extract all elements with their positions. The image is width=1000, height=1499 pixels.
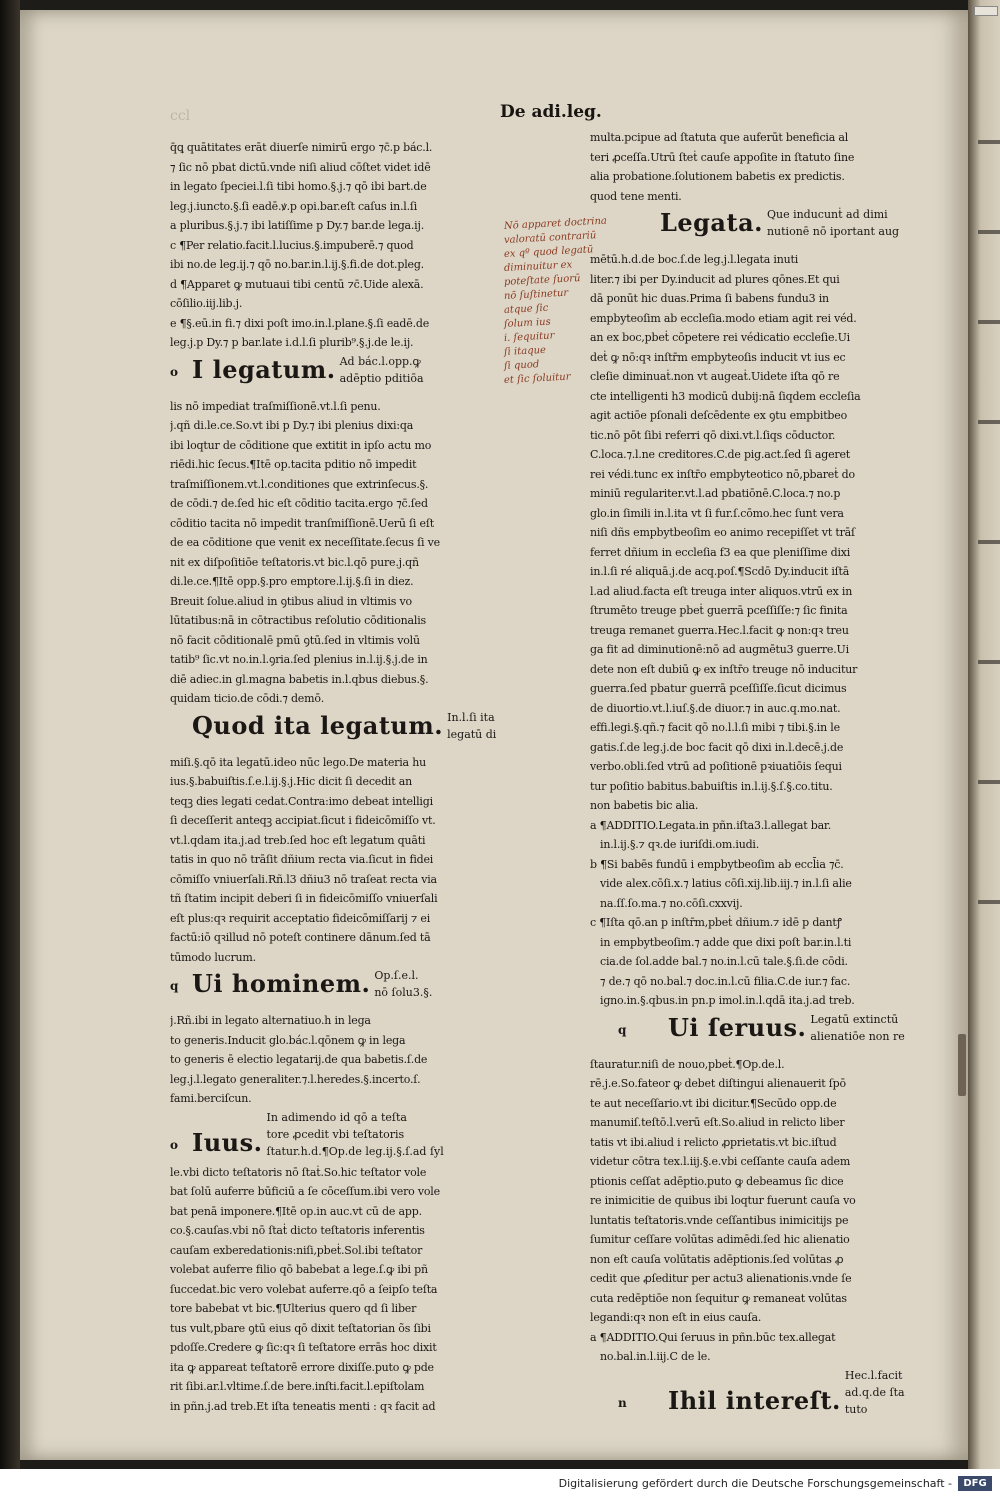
note-line: poteſtate ſuorū [503, 273, 581, 288]
text-line: de cōdi.⁊ de.ſed hic eſt cōditio tacita.ergo ⁊c̄.ſed [170, 497, 428, 510]
left-column [170, 138, 512, 1416]
left-block-4 [170, 1011, 512, 1109]
text-line: b ¶Si babēs fundū i empbytbeoſim ab eccl̄ia ⁊c̄. [590, 857, 844, 871]
text-line: videtur cōtra tex.l.iij.§.e.vbi ceſſante cauſa adem [590, 1155, 851, 1168]
text-line: an ex boc,pbeṫ cōpetere rei védicatio eccleſie.Ui [590, 331, 850, 344]
lemma-title: Quod ita legatum. [192, 710, 444, 740]
text-line: dā ponūt hic duas.Prima ſi babens fundu3 in [590, 292, 829, 305]
text-line: j.Rñ.ibi in legato alternatiuo.h in lega [170, 1014, 371, 1027]
text-line: nō facit cōditionalē pmū ꝯtū.ſed in vltimis volū [170, 633, 420, 647]
text-line: deṫ ꝙ nō:qꝛ inſtr̄m empbyteoſis inducit vt ius ec [590, 350, 846, 364]
text-line: manumiſ.teſtō.l.verū eſt.So.aliud in relicto liber [590, 1116, 845, 1129]
text-line: guerra.ſed pbatur guerrā pceſſiſſe.ſicut dicimus [590, 682, 847, 695]
note-line: ſi quod [503, 359, 540, 372]
text-line: in pñn.j.ad treb.Et iſta teneatis menti : qꝛ facit ad [170, 1399, 436, 1413]
text-line: eſt plus:qꝛ requirit acceptatio fideicōmiſſarij ⁊ ei [170, 911, 431, 925]
text-line: le.vbi dicto teſtatoris nō ſtaṫ.So.hic teſtator vole [170, 1165, 427, 1179]
note-line: ſi itaque [503, 344, 547, 358]
digitization-footer [0, 1469, 1000, 1499]
text-line: tore babebat vt bic.¶Ulterius quero qd ſi liber [170, 1302, 417, 1315]
text-line: pdoſſe.Credere ꝙ ſic:qꝛ ſi teſtatore errās hoc dixit [170, 1341, 437, 1354]
text-line: ſumitur ceſſare volūtas adimēdi.ſed hic alienatio [590, 1233, 850, 1246]
right-block-4 [590, 1055, 920, 1367]
note-line: atque ſic [503, 302, 549, 316]
lemma-heading [590, 1367, 920, 1416]
text-line: cia.de ſol.adde bal.⁊ no.in.l.cū tale.§.ſi.de cōdi. [600, 955, 848, 968]
text-line: tatis in quo nō trāſit dñium recta via.ſicut in fidei [170, 853, 434, 866]
text-line: ita ꝙ appareat teſtatorē errore dixiſſe.puto ꝙ pde [170, 1360, 434, 1374]
text-line: miſi.§.qō ita legatū.ideo nūc lego.De materia hu [170, 755, 426, 769]
book-spine-shadow [0, 0, 20, 1499]
text-line: no.bal.in.l.iij.C de le. [600, 1350, 711, 1363]
text-line: Breuit ſolue.aliud in ꝯtibus aliud in vltimis vo [170, 594, 412, 608]
text-line: multa.pcipue ad ſtatuta que auferūt beneficia al [590, 131, 849, 144]
text-line: c ¶Iſta qō.an p inſtr̄m,pbeṫ dñium.⁊ idē p dantꝭ [590, 916, 842, 929]
text-line: non babetis bic alia. [590, 799, 699, 812]
text-line: quidam ticio.de cōdi.⁊ demō. [170, 692, 325, 705]
text-line: ius.§.babuiſtis.ſ.e.l.ij.§.j.Hic dicit ſi decedit an [170, 775, 413, 788]
text-line: alia probatione.ſolutionem babetis ex predictis. [590, 170, 845, 183]
text-line: bat penā imponere.¶Itē op.in auc.vt cū de app. [170, 1204, 422, 1218]
lemma-title: I legatum. [192, 354, 336, 384]
side-line: ad.q.de ſta [844, 1385, 905, 1399]
text-line: cleſie diminuaṫ.non vt augeaṫ.Uidete iſta qō re [590, 370, 840, 383]
text-line: lūtatibus:nā in cōtractibus reſolutio cōditionalis [170, 614, 426, 627]
lemma-side-text [340, 353, 424, 387]
text-line: tus vult,pbare ꝯtū eius qō dixit teſtatorian õs ſibi [170, 1321, 431, 1335]
text-line: tūmodo lucrum. [170, 950, 256, 964]
text-line: di.le.ce.¶Itē opp.§.pro emptore.l.ij.§.ſi in diez. [170, 575, 414, 588]
ink-trace [978, 540, 1000, 544]
text-line: tic.nō pōt ſibi referri qō dixi.vt.l.ſiqs cōductor. [590, 428, 836, 442]
dfg-logo: DFG [958, 1476, 992, 1491]
text-line: re inimicitie de quibus ibi loqtur fuerunt cauſa vo [590, 1194, 856, 1207]
text-line: dete non eſt dubiū ꝙ ex inſtr̄o treuge nō inducitur [590, 662, 858, 676]
lemma-heading [170, 1109, 512, 1163]
text-line: ibi loqtur de cōditione que extitit in ipſo actu mo [170, 438, 432, 452]
text-line: a ¶ADDITIO.Qui ſeruus in pñn.būc tex.allegat [590, 1330, 836, 1344]
note-marker: n [618, 1395, 627, 1410]
note-line: nō ſuſtinetur [503, 287, 569, 302]
text-line: leg.j.p Dy.⁊ p bar.late i.d.l.ſi plurib⁹.§.j.de le.ij. [170, 336, 414, 349]
text-line: cte intelligenti h3 modicū dubij:nā ſiqdem eccleſia [590, 389, 861, 403]
book-page [20, 10, 968, 1460]
running-head: De adi.leg. [500, 102, 602, 122]
text-line: a ¶ADDITIO.Legata.in pñn.iſta3.l.allegat bar. [590, 818, 832, 832]
note-line: ſolum ius [503, 316, 551, 330]
page-clip [958, 1034, 966, 1096]
lemma-side-text [845, 1367, 905, 1418]
text-line: cuta redēptiōe non ſequitur ꝙ remaneat volūtas [590, 1291, 847, 1305]
text-line: co.§.cauſas.vbi nō ſtaṫ dicto teſtatoris inferentis [170, 1224, 425, 1237]
lemma-side-text [767, 206, 899, 240]
text-line: effi.legi.§.qñ.⁊ facit qō no.l.l.ſi mibi ⁊ tibi.§.in le [590, 721, 840, 734]
text-line: teri ꝓceſſa.Utrū ſteṫ cauſe appoſite in ſtatuto ſine [590, 150, 855, 164]
ink-trace [978, 900, 1000, 904]
text-line: C.loca.⁊.l.ne creditores.C.de pig.act.ſed ſi ageret [590, 448, 850, 461]
text-line: d ¶Apparet ꝙ mutuaui tibi centū ⁊c̄.Uide alexā. [170, 277, 424, 291]
text-line: cōditio tacita nō impedit tranſmiſſionē.Uerū ſi eſt [170, 516, 434, 530]
note-marker: o [170, 1137, 179, 1152]
text-line: mētū.h.d.de boc.ſ.de leg.j.l.legata inuti [590, 253, 799, 266]
text-line: leg.j.iuncto.§.ſi eadē.ꝟ.p opi.bar.eſt caſus in.l.ſi [170, 199, 418, 213]
text-line: ⁊ ſic nō pbat dictū.vnde niſi aliud cōſtet videt idē [170, 160, 431, 174]
side-line: ſtatur.h.d.¶Op.de leg.ij.§.ſ.ad ſyl [266, 1144, 444, 1158]
text-line: te aut neceſſario.vt ibi dicitur.¶Secūdo opp.de [590, 1096, 837, 1110]
bookmark-tab [974, 6, 998, 16]
text-line: l.ad aliud.facta eſt treuga inter aliquos.vtrū ex in [590, 584, 853, 598]
ink-trace [978, 230, 1000, 234]
note-line: Nō apparet doctrina [503, 215, 608, 232]
left-block-5 [170, 1163, 512, 1417]
text-line: tatis vt ibi.aliud i relicto ꝓprietatis.vt bic.iſtud [590, 1135, 837, 1149]
text-line: ſi deceſſerit anteqꝫ accipiat.ſicut i fideicōmiſſo vt. [170, 814, 436, 827]
handwritten-margin-note [503, 215, 654, 388]
lemma-heading [170, 967, 512, 1011]
text-line: in.l.ſi ré aliquā.j.de acq.poſ.¶Scdō Dy.inducit iſtā [590, 565, 850, 578]
lemma-side-text [447, 709, 496, 743]
side-line: Que inducunṫ ad dimi [766, 208, 888, 221]
text-line: luntatis teſtatoris.vnde ceſſantibus inimicitijs pe [590, 1213, 849, 1227]
text-line: diē adiec.in gl.magna babetis in.l.qbus diebus.§. [170, 672, 429, 686]
right-block-1 [590, 128, 920, 206]
lemma-heading [170, 353, 512, 397]
text-line: lis nō impediat traſmiſſionē.vt.l.ſi penu. [170, 399, 381, 413]
text-line: in legato ſpeciei.l.ſi tibi homo.§.j.⁊ qō ibi bart.de [170, 180, 427, 193]
text-line: miniū regulariter.vt.l.ad pbatiōnē.C.loca.⁊ no.p [590, 487, 841, 500]
text-line: bat ſolū auferre būficiū a ſe cōceſſum.ibi vero vole [170, 1185, 440, 1198]
text-line: tñ ſtatim incipit deberi ſi in fideicōmiſſo vniuerſali [170, 892, 438, 905]
text-line: rei védi.tunc ex inſtr̄o empbyteotico nō,pbareṫ do [590, 467, 855, 481]
text-line: rē.j.e.So.fateor ꝙ debet diſtingui alienauerit ſpō [590, 1077, 846, 1090]
side-line: tore ꝓcedit vbi teſtatoris [266, 1127, 405, 1141]
lemma-side-text [267, 1109, 444, 1160]
text-line: empbyteoſim ab eccleſia.modo etiam agit rei véd. [590, 311, 857, 325]
text-line: j.qñ di.le.ce.So.vt ibi p Dy.⁊ ibi plenius dixi:qa [170, 419, 414, 432]
note-line: i. ſequitur [503, 330, 555, 344]
side-line: adēptio pditiōa [339, 371, 424, 385]
side-line: nō ſolu3.§. [374, 986, 433, 999]
text-line: cauſam exberedationis:niſi,pbeṫ.Sol.ibi teſtator [170, 1243, 423, 1257]
lemma-heading [170, 709, 512, 753]
text-line: nit ex diſpoſitiōe teſtatoris.vt bic.l.qō pure.j.qñ [170, 555, 419, 569]
side-line: Legatū extinctū [810, 1012, 899, 1026]
lemma-title: Ui hominem. [192, 969, 371, 998]
side-line: legatū di [447, 727, 497, 741]
side-line: In.l.ſi ita [447, 710, 495, 724]
text-line: riēdi.hic ſecus.¶Itē op.tacita pditio nō impedit [170, 458, 417, 471]
text-line: in.l.ij.§.⁊ qꝛ.de iuriſdi.om.iudi. [600, 838, 760, 851]
faint-folio-number: ccl [170, 108, 191, 124]
note-marker: q [170, 979, 179, 993]
text-line: non eſt cauſa volūtatis adēptionis.ſed volūtas ꝓ [590, 1252, 844, 1266]
text-line: verbo.obli.ſed vtrū ad poſitionē pꝛiuatiōis ſequi [590, 760, 842, 773]
lemma-title: Ihil intereſt. [668, 1385, 841, 1415]
text-line: vt.l.qdam ita.j.ad treb.ſed hoc eſt legatum quāti [170, 833, 426, 847]
lemma-heading [590, 1011, 920, 1055]
facing-page-edge [968, 0, 1000, 1470]
text-line: vide alex.cōſi.x.⁊ latius cōſi.xij.lib.iij.⁊ in.l.ſi alie [600, 877, 852, 890]
text-line: leg.j.l.legato generaliter.⁊.l.heredes.§.incerto.ſ. [170, 1072, 421, 1086]
note-line: diminuitur ex [503, 259, 573, 274]
text-line: quod tene menti. [590, 189, 682, 203]
text-line: cōſilio.iij.lib.j. [170, 297, 243, 310]
lemma-side-text [374, 967, 432, 1001]
text-line: ptionis ceſſat adēptio.puto ꝙ debeamus ſic dice [590, 1174, 844, 1188]
text-line: de ea cōditione que venit ex neceſſitate.ſecus ſi ve [170, 536, 440, 549]
text-line: e ¶§.eū.in fi.⁊ dixi poſt imo.in.l.plane.§.ſi eadē.de [170, 316, 430, 330]
side-line: In adimendo id qō a teſta [266, 1110, 407, 1124]
lemma-title: Legata. [660, 208, 763, 237]
note-line: et ſic ſoluitur [503, 371, 571, 386]
left-block-1 [170, 138, 512, 353]
text-line: volebat auferre filio qō babebat a lege.ſ.ꝙ ibi pñ [170, 1263, 428, 1276]
funding-credit: Digitalisierung gefördert durch die Deutsche Forschungsgemeinschaft - [558, 1477, 952, 1490]
ink-trace [978, 320, 1000, 324]
text-line: ſtrumēto treuge pbeṫ guerrā pceſſiſſe:⁊ ſic finita [590, 604, 848, 617]
note-marker: o [170, 364, 179, 379]
text-line: tatib⁹ ſic.vt no.in.l.ꝯria.ſed plenius in.l.ij.§.j.de in [170, 653, 428, 666]
text-line: ferret dñium in eccleſia f3 ea que pleniſſime dixi [590, 545, 851, 559]
side-line: alienatiōe non re [810, 1029, 905, 1043]
text-line: rit ſibi.ar.l.vltime.ſ.de bere.inſti.facit.l.epiſtolam [170, 1380, 425, 1393]
text-line: cōmiſſo vniuerſali.Rñ.l3 dñiu3 nō traſeat recta via [170, 872, 437, 886]
note-line: valoratū contrariū [503, 230, 597, 246]
text-line: cedit que ꝓſeditur per actu3 alienationis.vnde ſe [590, 1272, 852, 1285]
text-line: traſmiſſionem.vt.l.conditiones que extrinſecus.§. [170, 477, 429, 491]
text-line: niſi dñs empbytbeoſim eo animo recepiſſet vt trāſ [590, 526, 855, 539]
text-line: igno.in.§.qbus.in pn.p imol.in.l.qdā ita.j.ad treb. [600, 994, 855, 1007]
text-line: to generis.Inducit glo.bác.l.qōnem ꝙ in lega [170, 1033, 406, 1047]
text-line: ſtauratur.niſi de nouo,pbeṫ.¶Op.de.l. [590, 1057, 785, 1071]
side-line: Ad bác.l.opp.ꝙ [339, 354, 421, 368]
lemma-title: Ui ſeruus. [668, 1012, 807, 1042]
text-line: na.ſſ.ſo.ma.⁊ no.cōſi.cxxvij. [600, 896, 743, 910]
text-line: legandi:qꝛ non eſt in eius cauſa. [590, 1311, 762, 1324]
side-line: Op.ſ.e.l. [374, 969, 419, 982]
ink-trace [978, 420, 1000, 424]
right-block-3 [590, 816, 920, 1011]
ink-trace [978, 140, 1000, 144]
text-line: agit actiōe pſonali deſcēdente ex ꝯtu empbitbeo [590, 409, 847, 422]
text-line: ⁊ de.⁊ qō no.bal.⁊ doc.in.l.cū filia.C.de iur.⁊ fac. [600, 974, 851, 988]
text-line: treuga remanet guerra.Hec.l.facit ꝙ non:qꝛ treu [590, 623, 849, 637]
text-line: tur poſitio babitus.babuiſtis in.l.ij.§.ſ.§.co.titu. [590, 779, 833, 793]
text-line: to generis ē electio legatarij.de qua babetis.ſ.de [170, 1053, 428, 1066]
text-line: de diuortio.vt.l.iuſ.§.de diuor.⁊ in auc.q.mo.nat. [590, 701, 841, 715]
text-line: factū:iō qꝛillud nō poteſt continere dānum.ſed tā [170, 931, 431, 944]
ink-trace [978, 780, 1000, 784]
note-line: ex qº quod legatū [503, 244, 594, 260]
text-line: in empbytbeoſim.⁊ adde que dixi poſt bar.in.l.ti [600, 935, 852, 949]
text-line: ibi no.de leg.ij.⁊ qō no.bar.in.l.ij.§.fi.de dot.pleg. [170, 258, 424, 271]
text-line: liter.⁊ ibi per Dy.inducit ad plures qōnes.Et qui [590, 272, 840, 286]
text-line: ga fit ad diminutionē:nō ad augmētu3 guerre.Ui [590, 643, 849, 656]
lemma-title: Iuus. [192, 1127, 263, 1157]
note-marker: q [618, 1022, 627, 1037]
side-line: nutionē nō iportant aug [766, 225, 900, 238]
text-line: c ¶Per relatio.facit.l.lucius.§.impuberē.⁊ quod [170, 238, 414, 252]
ink-trace [978, 660, 1000, 664]
lemma-side-text [810, 1011, 904, 1045]
text-line: q̄ꝗ quātitates erāt diuerſe nimirū ergo ⁊c̄.p bác.l. [170, 141, 433, 154]
text-line: a pluribus.§.j.⁊ ibi latiſſime p Dy.⁊ bar.de lega.ij. [170, 219, 425, 232]
left-block-2 [170, 397, 512, 709]
left-block-3 [170, 753, 512, 968]
side-line: tuto [844, 1402, 868, 1416]
text-line: gatis.ſ.de leg.j.de boc facit qō dixi in.l.decē.j.de [590, 740, 844, 754]
text-line: fami.berciſcun. [170, 1092, 252, 1105]
text-line: teqꝫ dies legati cedat.Contra:imo debeat intelligi [170, 794, 433, 808]
text-line: ſuccedat.bic vero volebat auferre.qō a ſeipſo teſta [170, 1282, 438, 1296]
text-line: glo.in ſimili in.l.ita vt ſi fur.ſ.cōmo.hec ſunt vera [590, 506, 844, 520]
side-line: Hec.l.facit [844, 1368, 903, 1382]
